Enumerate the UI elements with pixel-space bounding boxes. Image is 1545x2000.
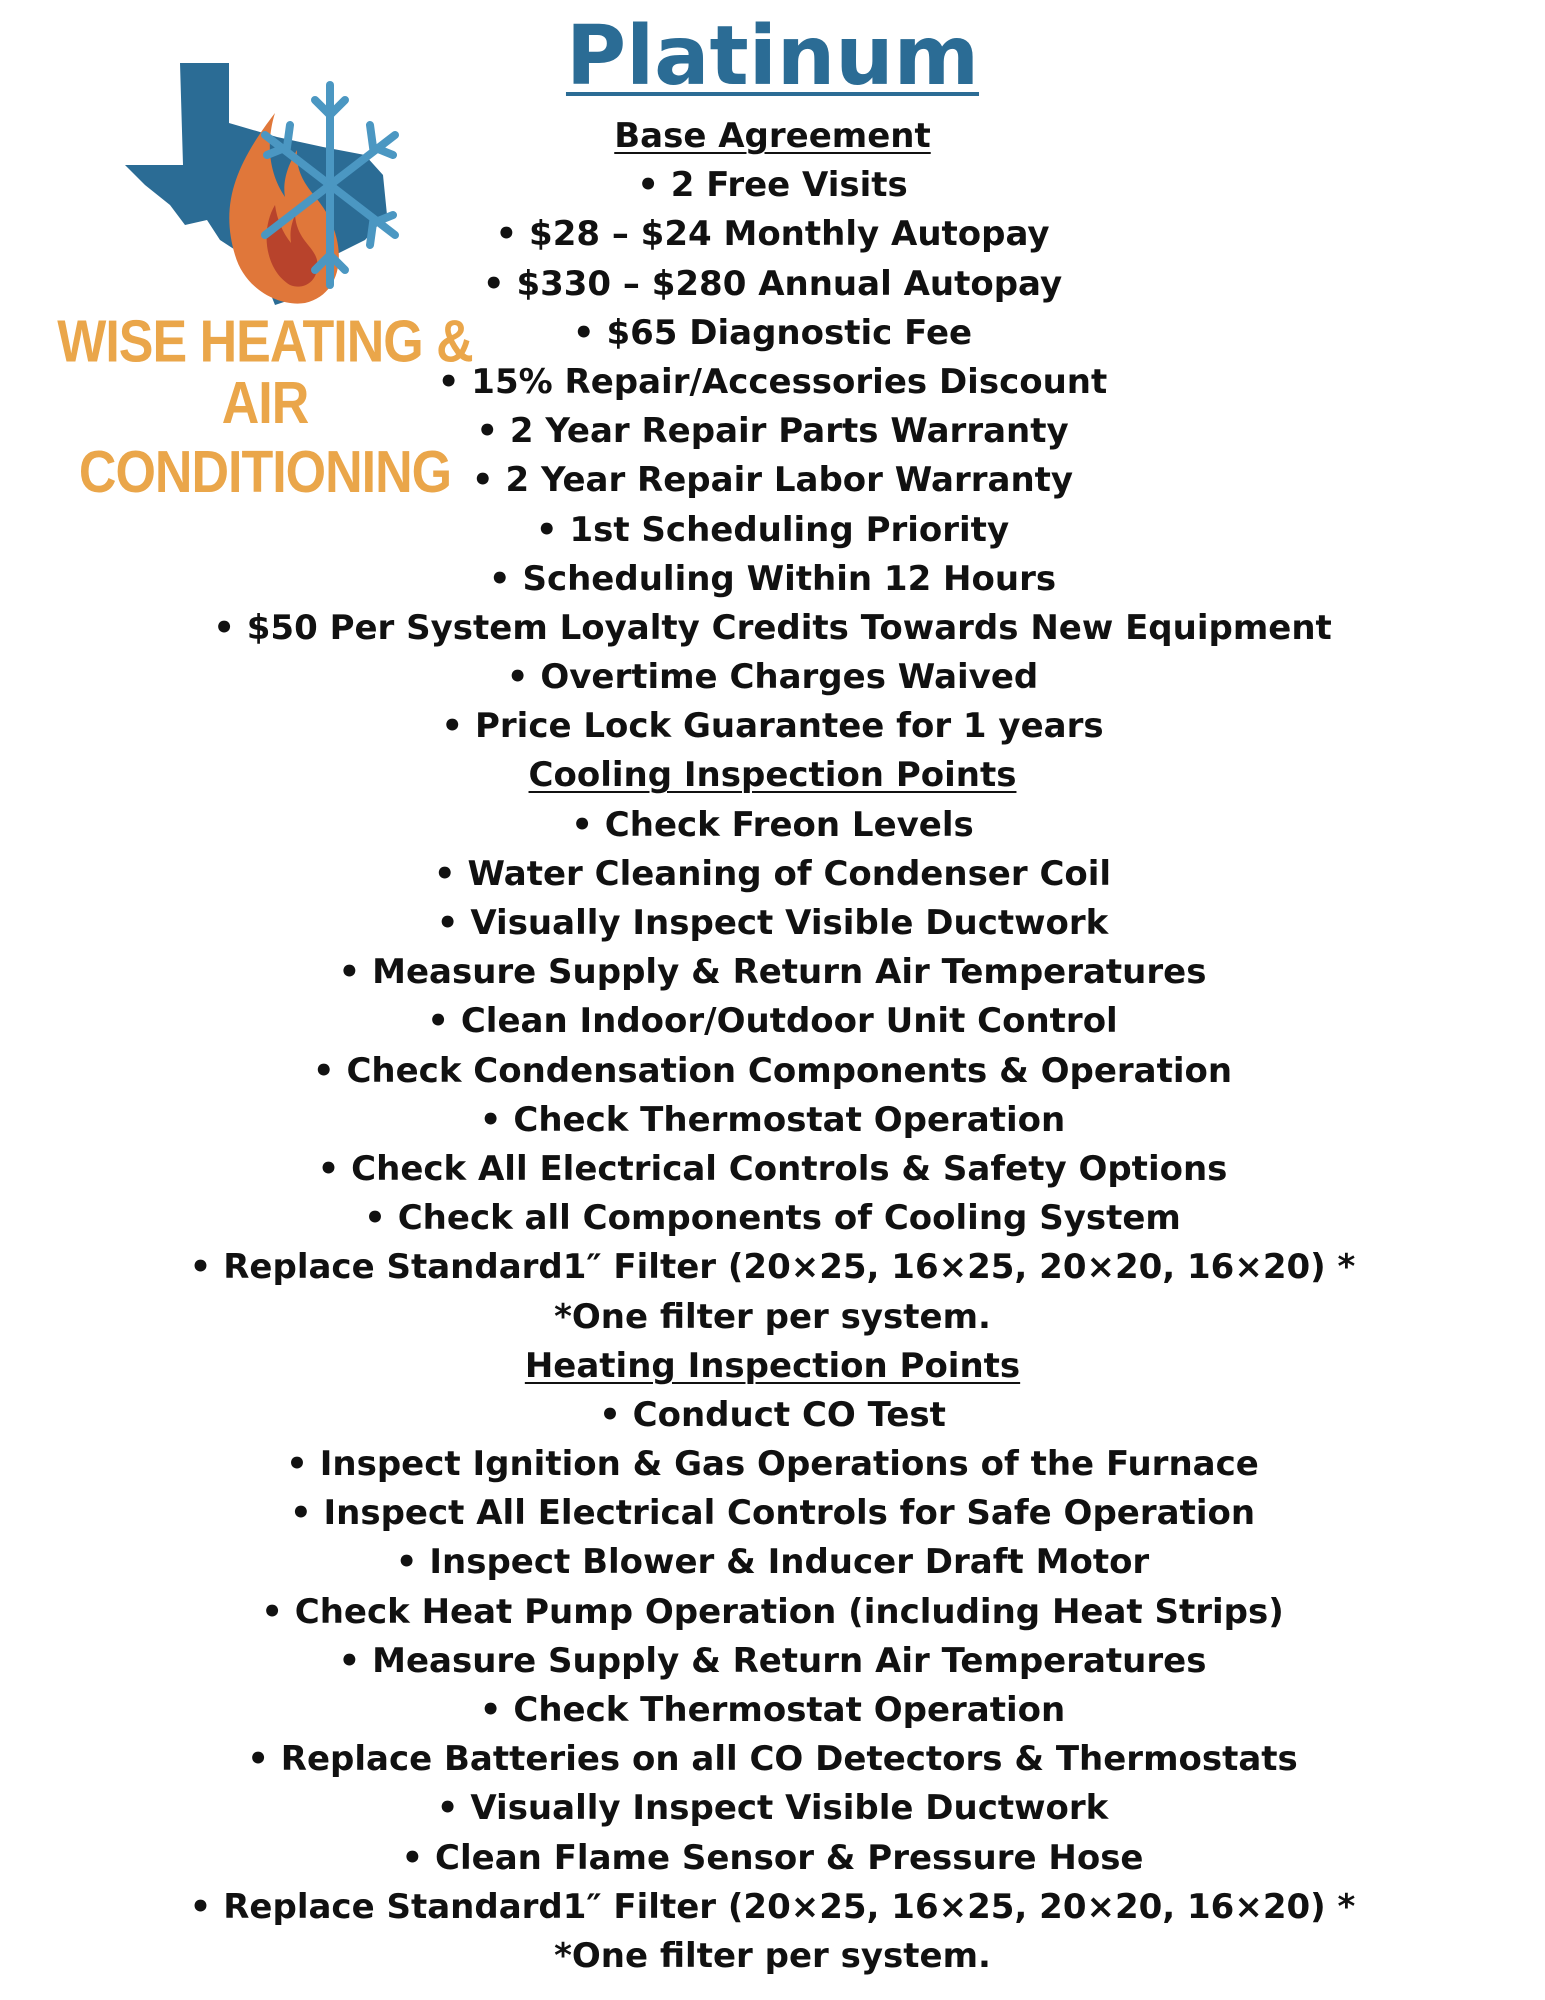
list-item: *One filter per system.: [554, 1935, 991, 1976]
list-item: • $50 Per System Loyalty Credits Towards New Equipment: [213, 607, 1332, 648]
list-item: • Measure Supply & Return Air Temperatures: [338, 1640, 1207, 1681]
list-item: • Inspect Blower & Inducer Draft Motor: [395, 1542, 1150, 1583]
list-item: • Visually Inspect Visible Ductwork: [436, 1788, 1109, 1829]
list-item: • $28 – $24 Monthly Autopay: [495, 214, 1050, 255]
list-item: • 2 Free Visits: [637, 165, 908, 206]
list-item: • Measure Supply & Return Air Temperatures: [338, 952, 1207, 993]
list-item: • Check all Components of Cooling System: [364, 1198, 1181, 1239]
list-item: • Visually Inspect Visible Ductwork: [436, 903, 1109, 943]
page-title: [0, 2, 1545, 112]
list-item: • Conduct CO Test: [599, 1394, 946, 1435]
logo-text-line1: WISE HEATING &: [57, 308, 473, 376]
list-item: • Check All Electrical Controls & Safety Options: [317, 1148, 1228, 1189]
page-title-text: Platinum: [565, 9, 980, 104]
list-item: • Overtime Charges Waived: [506, 657, 1039, 698]
list-item: • Check Condensation Components & Operation: [312, 1050, 1233, 1091]
list-item: • 1st Scheduling Priority: [535, 509, 1010, 550]
list-item: • Check Heat Pump Operation (including Heat Strips): [261, 1591, 1284, 1632]
list-item: • Check Thermostat Operation: [479, 1099, 1066, 1140]
list-item: • Clean Indoor/Outdoor Unit Control: [427, 1001, 1118, 1042]
list-item: • Price Lock Guarantee for 1 years: [441, 706, 1104, 747]
plan-details: [0, 112, 1545, 1981]
section-heading: [0, 751, 1545, 800]
list-item: • $65 Diagnostic Fee: [572, 312, 973, 353]
section-heading-text: Base Agreement: [614, 116, 931, 156]
list-item: *One filter per system.: [554, 1296, 991, 1337]
list-item: • Replace Standard1″ Filter (20×25, 16×25, 20×20, 16×20) *: [189, 1886, 1356, 1927]
list-item: • Check Freon Levels: [571, 804, 974, 845]
list-item: • Check Thermostat Operation: [479, 1690, 1066, 1730]
list-item: • Scheduling Within 12 Hours: [488, 558, 1057, 599]
list-item: • $330 – $280 Annual Autopay: [482, 263, 1063, 304]
section-heading-text: Heating Inspection Points: [524, 1345, 1021, 1386]
section-heading: [0, 112, 1545, 161]
list-item: • 2 Year Repair Labor Warranty: [471, 460, 1074, 501]
list-item: • Inspect Ignition & Gas Operations of the Furnace: [286, 1444, 1259, 1485]
list-item: • Water Cleaning of Condenser Coil: [433, 853, 1112, 894]
section-heading-text: Cooling Inspection Points: [528, 755, 1017, 796]
logo-text-line2: AIR CONDITIONING: [78, 370, 452, 506]
list-item: • Clean Flame Sensor & Pressure Hose: [401, 1837, 1144, 1878]
list-item: • Inspect All Electrical Controls for Safe Operation: [289, 1493, 1256, 1534]
list-item: • 15% Repair/Accessories Discount: [437, 361, 1108, 402]
list-item: • Replace Standard1″ Filter (20×25, 16×25, 20×20, 16×20) *: [189, 1247, 1356, 1288]
section-heading: [0, 1342, 1545, 1391]
list-item: • 2 Year Repair Parts Warranty: [476, 411, 1069, 452]
list-item: • Replace Batteries on all CO Detectors & Thermostats: [247, 1739, 1298, 1780]
